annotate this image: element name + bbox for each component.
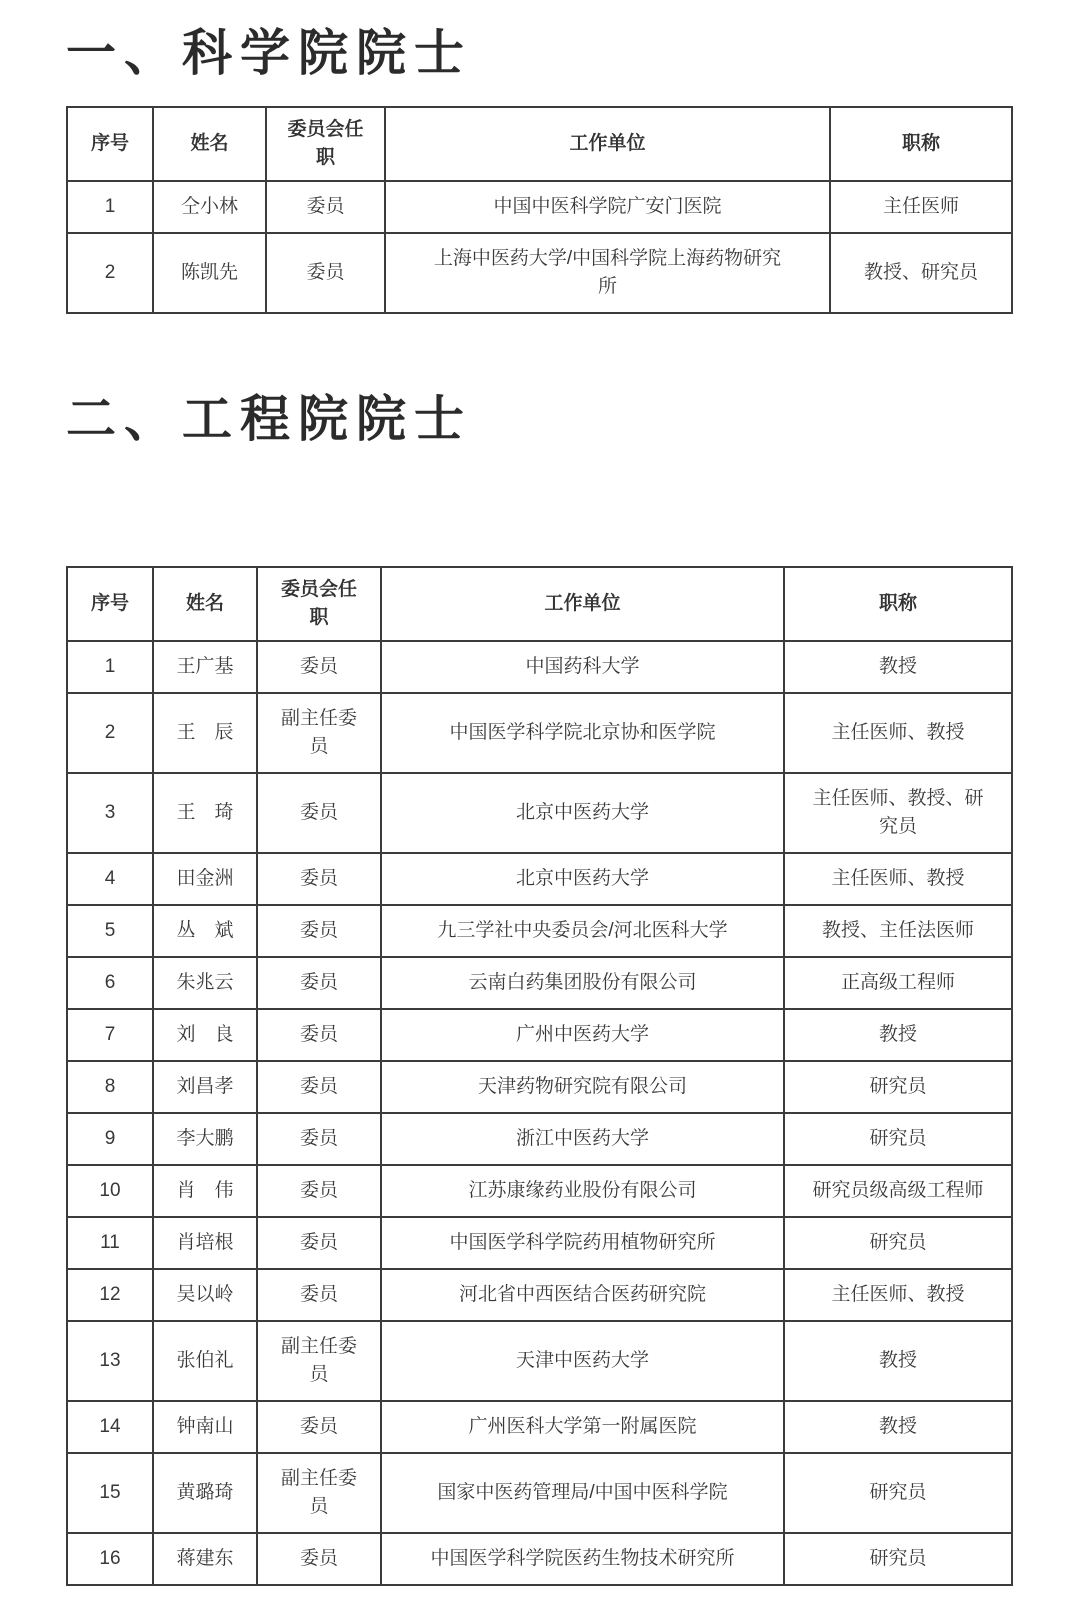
cell-work-unit: 河北省中西医结合医药研究院 (381, 1269, 784, 1321)
cell-name: 王广基 (153, 641, 257, 693)
cell-committee-role: 委员 (257, 957, 381, 1009)
column-header-title: 职称 (830, 107, 1012, 181)
cas-academicians-table (66, 106, 1013, 314)
cell-index: 1 (67, 181, 153, 233)
cell-name: 肖 伟 (153, 1165, 257, 1217)
cell-title: 研究员 (784, 1453, 1012, 1533)
table-row (67, 905, 1012, 957)
cell-committee-role: 委员 (257, 773, 381, 853)
cell-committee-role: 委员 (257, 1217, 381, 1269)
column-header-name: 姓名 (153, 567, 257, 641)
cell-committee-role: 委员 (257, 1269, 381, 1321)
cell-work-unit: 江苏康缘药业股份有限公司 (381, 1165, 784, 1217)
cell-index: 2 (67, 693, 153, 773)
cell-name: 刘 良 (153, 1009, 257, 1061)
column-header-committee-role: 委员会任职 (257, 567, 381, 641)
cae-academicians-table (66, 566, 1013, 1586)
cell-committee-role: 委员 (257, 1533, 381, 1585)
table-row (67, 1533, 1012, 1585)
table-row (67, 181, 1012, 233)
table-row (67, 693, 1012, 773)
cell-committee-role: 副主任委员 (257, 693, 381, 773)
cell-name: 肖培根 (153, 1217, 257, 1269)
cell-index: 2 (67, 233, 153, 313)
cell-name: 王 琦 (153, 773, 257, 853)
cell-title: 主任医师、教授、研究员 (784, 773, 1012, 853)
cell-index: 15 (67, 1453, 153, 1533)
cell-index: 13 (67, 1321, 153, 1401)
cell-title: 主任医师 (830, 181, 1012, 233)
cell-title: 教授、主任法医师 (784, 905, 1012, 957)
table-row (67, 1009, 1012, 1061)
cell-work-unit: 九三学社中央委员会/河北医科大学 (381, 905, 784, 957)
cell-work-unit: 云南白药集团股份有限公司 (381, 957, 784, 1009)
cell-title: 主任医师、教授 (784, 853, 1012, 905)
cell-title: 研究员 (784, 1533, 1012, 1585)
cell-index: 12 (67, 1269, 153, 1321)
cell-committee-role: 委员 (257, 853, 381, 905)
cell-work-unit: 国家中医药管理局/中国中医科学院 (381, 1453, 784, 1533)
cell-index: 8 (67, 1061, 153, 1113)
table-header (67, 567, 1012, 641)
table-row (67, 641, 1012, 693)
cell-index: 1 (67, 641, 153, 693)
cell-committee-role: 委员 (257, 1009, 381, 1061)
table-row (67, 1217, 1012, 1269)
cell-work-unit: 中国医学科学院医药生物技术研究所 (381, 1533, 784, 1585)
cell-name: 刘昌孝 (153, 1061, 257, 1113)
column-header-title: 职称 (784, 567, 1012, 641)
cell-work-unit: 中国医学科学院北京协和医学院 (381, 693, 784, 773)
cell-committee-role: 委员 (266, 181, 385, 233)
column-header-name: 姓名 (153, 107, 266, 181)
cell-committee-role: 副主任委员 (257, 1453, 381, 1533)
cell-index: 16 (67, 1533, 153, 1585)
cell-work-unit: 上海中医药大学/中国科学院上海药物研究所 (385, 233, 830, 313)
section-heading-cae-academicians: 二、工程院院士 (66, 391, 472, 447)
table-row (67, 233, 1012, 313)
table-row (67, 1453, 1012, 1533)
cell-title: 教授 (784, 1009, 1012, 1061)
table-body (67, 641, 1012, 1585)
cell-title: 主任医师、教授 (784, 693, 1012, 773)
cell-committee-role: 委员 (257, 641, 381, 693)
cell-title: 教授 (784, 641, 1012, 693)
cell-work-unit: 北京中医药大学 (381, 773, 784, 853)
cell-name: 王 辰 (153, 693, 257, 773)
cell-name: 张伯礼 (153, 1321, 257, 1401)
cell-index: 11 (67, 1217, 153, 1269)
table-row (67, 853, 1012, 905)
cell-name: 陈凯先 (153, 233, 266, 313)
cell-work-unit: 中国医学科学院药用植物研究所 (381, 1217, 784, 1269)
cell-work-unit: 中国药科大学 (381, 641, 784, 693)
header-row (67, 567, 1012, 641)
cell-title: 研究员 (784, 1113, 1012, 1165)
cell-index: 5 (67, 905, 153, 957)
column-header-committee-role: 委员会任职 (266, 107, 385, 181)
cell-name: 吴以岭 (153, 1269, 257, 1321)
cell-title: 教授、研究员 (830, 233, 1012, 313)
cell-committee-role: 委员 (257, 1165, 381, 1217)
cell-work-unit: 浙江中医药大学 (381, 1113, 784, 1165)
cell-index: 4 (67, 853, 153, 905)
cell-title: 正高级工程师 (784, 957, 1012, 1009)
header-row (67, 107, 1012, 181)
column-header-index: 序号 (67, 107, 153, 181)
cell-title: 研究员 (784, 1061, 1012, 1113)
cell-index: 9 (67, 1113, 153, 1165)
cell-index: 10 (67, 1165, 153, 1217)
cell-title: 教授 (784, 1401, 1012, 1453)
cell-committee-role: 委员 (266, 233, 385, 313)
cell-title: 主任医师、教授 (784, 1269, 1012, 1321)
column-header-work-unit: 工作单位 (385, 107, 830, 181)
cell-work-unit: 天津药物研究院有限公司 (381, 1061, 784, 1113)
cell-committee-role: 委员 (257, 1401, 381, 1453)
cell-work-unit: 广州中医药大学 (381, 1009, 784, 1061)
cell-name: 李大鹏 (153, 1113, 257, 1165)
cell-index: 3 (67, 773, 153, 853)
cell-work-unit: 北京中医药大学 (381, 853, 784, 905)
section-heading-cas-academicians: 一、科学院院士 (66, 25, 472, 81)
table-row (67, 957, 1012, 1009)
cell-title: 研究员级高级工程师 (784, 1165, 1012, 1217)
cell-title: 研究员 (784, 1217, 1012, 1269)
column-header-work-unit: 工作单位 (381, 567, 784, 641)
cell-index: 6 (67, 957, 153, 1009)
cell-name: 仝小林 (153, 181, 266, 233)
cell-title: 教授 (784, 1321, 1012, 1401)
table-row (67, 1269, 1012, 1321)
table-row (67, 1061, 1012, 1113)
table-row (67, 1113, 1012, 1165)
cell-index: 14 (67, 1401, 153, 1453)
cell-name: 黄璐琦 (153, 1453, 257, 1533)
cell-name: 田金洲 (153, 853, 257, 905)
cell-committee-role: 委员 (257, 1061, 381, 1113)
cell-committee-role: 副主任委员 (257, 1321, 381, 1401)
table-row (67, 1401, 1012, 1453)
cell-name: 蒋建东 (153, 1533, 257, 1585)
cell-index: 7 (67, 1009, 153, 1061)
table-row (67, 773, 1012, 853)
table-body (67, 181, 1012, 313)
cell-work-unit: 中国中医科学院广安门医院 (385, 181, 830, 233)
column-header-index: 序号 (67, 567, 153, 641)
cell-work-unit: 天津中医药大学 (381, 1321, 784, 1401)
cell-committee-role: 委员 (257, 905, 381, 957)
table-row (67, 1321, 1012, 1401)
table-row (67, 1165, 1012, 1217)
table-header (67, 107, 1012, 181)
cell-name: 钟南山 (153, 1401, 257, 1453)
cell-work-unit: 广州医科大学第一附属医院 (381, 1401, 784, 1453)
cell-name: 丛 斌 (153, 905, 257, 957)
cell-name: 朱兆云 (153, 957, 257, 1009)
cell-committee-role: 委员 (257, 1113, 381, 1165)
